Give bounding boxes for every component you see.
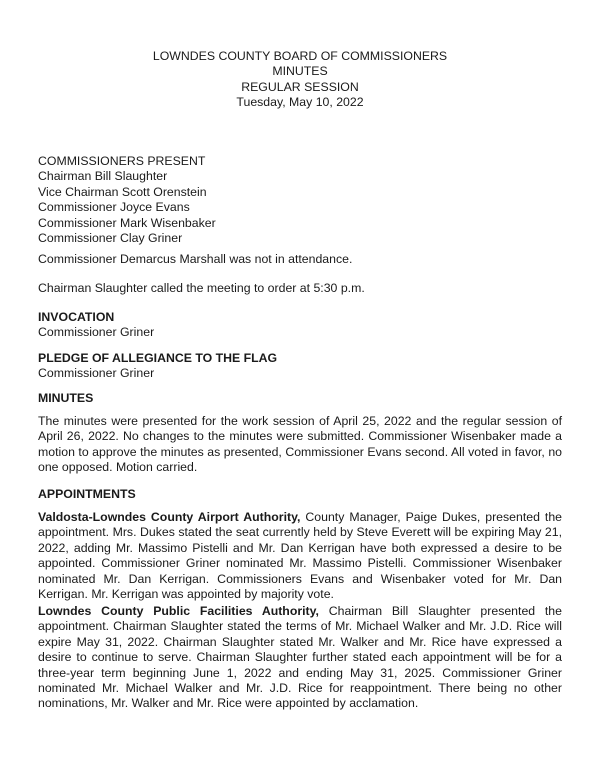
- pledge-text: Commissioner Griner: [38, 366, 155, 381]
- invocation-heading: INVOCATION: [38, 310, 115, 324]
- call-to-order: Chairman Slaughter called the meeting to order at 5:30 p.m.: [38, 281, 365, 295]
- appointment-title: Lowndes County Public Facilities Authority,: [38, 604, 319, 618]
- appointment-text: Chairman Bill Slaughter presented the appointment. Chairman Slaughter stated the terms of Mr. Michael Walker and Mr. J.D. Rice will expire May 31, 2022. Chairman Slaughter stated Mr. Walker and Mr. Rice have expressed a desire to continue to serve. Chairman Slaughter further stated each appointment will be for a three-year term beginning June 1, 2022 and ending May 31, 2025. Commissioner Griner nominated Mr. Michael Walker and Mr. J.D. Rice for reappointment. There being no other nominations, Mr. Walker and Mr. Rice were appointed by acclamation.: [38, 604, 562, 711]
- appointment-title: Valdosta-Lowndes County Airport Authority,: [38, 510, 301, 524]
- appointment-airport-authority: [38, 510, 562, 602]
- member-item: Commissioner Clay Griner: [38, 231, 183, 246]
- appointment-text: County Manager, Paige Dukes, presented the appointment. Mrs. Dukes stated the seat currently held by Steve Everett will be expiring May 21, 2022, adding Mr. Massimo Pistelli and Mr. Dan Kerrigan have both expressed a desire to be appointed. Commissioner Griner nominated Mr. Massimo Pistelli. Commissioner Wisenbaker nominated Mr. Dan Kerrigan. Commissioners Evans and Wisenbaker voted for Mr. Dan Kerrigan. Mr. Kerrigan was appointed by majority vote.: [38, 510, 562, 602]
- member-item: Commissioner Joyce Evans: [38, 200, 190, 215]
- commissioners-present-section: [38, 154, 562, 246]
- document-header: [0, 49, 600, 111]
- member-item: Vice Chairman Scott Orenstein: [38, 184, 207, 199]
- document-type: MINUTES: [272, 64, 328, 79]
- minutes-heading: MINUTES: [38, 391, 94, 405]
- member-item: Chairman Bill Slaughter: [38, 169, 168, 184]
- absence-note: Commissioner Demarcus Marshall was not in attendance.: [38, 252, 353, 266]
- appointment-public-facilities-authority: [38, 604, 562, 712]
- meeting-date: Tuesday, May 10, 2022: [236, 95, 364, 110]
- invocation-section: [38, 310, 562, 341]
- invocation-text: Commissioner Griner: [38, 325, 155, 340]
- pledge-section: [38, 351, 562, 382]
- commissioners-present-heading: COMMISSIONERS PRESENT: [38, 154, 206, 168]
- appointments-heading: APPOINTMENTS: [38, 487, 136, 501]
- pledge-heading: PLEDGE OF ALLEGIANCE TO THE FLAG: [38, 351, 278, 365]
- member-item: Commissioner Mark Wisenbaker: [38, 215, 216, 230]
- session-type: REGULAR SESSION: [241, 79, 359, 94]
- minutes-paragraph: The minutes were presented for the work session of April 25, 2022 and the regular session of April 26, 2022. No changes to the minutes were submitted. Commissioner Wisenbaker made a motion to approve the minutes as presented, Commissioner Evans second. All voted in favor, no one opposed. Motion carried.: [38, 414, 562, 475]
- organization-title: LOWNDES COUNTY BOARD OF COMMISSIONERS: [152, 49, 448, 63]
